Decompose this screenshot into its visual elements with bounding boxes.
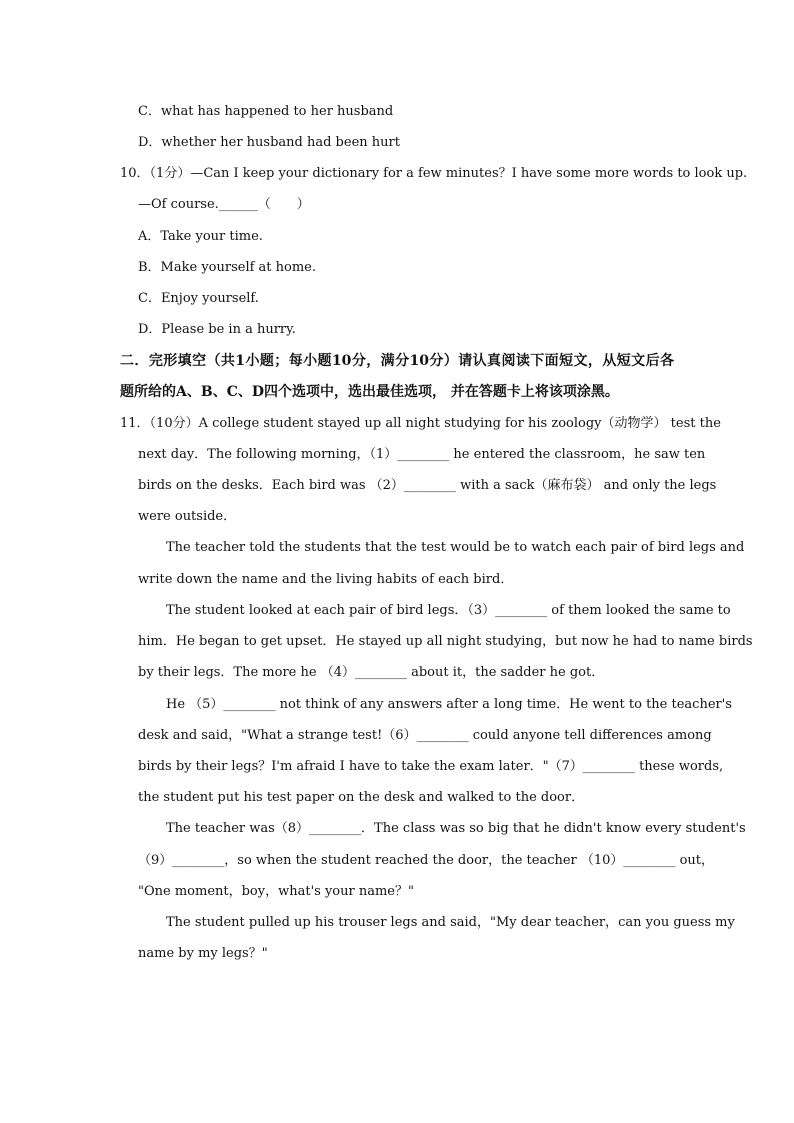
q10-answer-line: —Of course.______（ ） xyxy=(138,197,310,212)
q9-option-d: D．whether her husband had been hurt xyxy=(138,135,400,150)
passage-line: the student put his test paper on the desk and walked to the door． xyxy=(138,790,585,805)
passage-line: next day．The following morning，（1）________ he entered the classroom，he saw ten xyxy=(138,447,706,462)
passage-line: He （5）________ not think of any answers after a long time．He went to the teacher's xyxy=(166,697,732,712)
passage-line: write down the name and the living habits of each bird． xyxy=(138,572,514,587)
q10-option-d: D．Please be in a hurry. xyxy=(138,322,296,337)
passage-line: name by my legs？" xyxy=(138,946,268,961)
q10-option-b: B．Make yourself at home. xyxy=(138,260,317,275)
q10-option-c: C．Enjoy yourself. xyxy=(138,291,259,306)
passage-line: The student looked at each pair of bird legs．（3）________ of them looked the same to xyxy=(166,603,731,618)
q9-option-c: C．what has happened to her husband xyxy=(138,104,394,119)
passage-line: The teacher told the students that the test would be to watch each pair of bird legs and xyxy=(166,540,745,555)
passage-line: birds by their legs？I'm afraid I have to take the exam later．"（7）________ these words, xyxy=(138,759,724,774)
passage-line: birds on the desks．Each bird was （2）________ with a sack（麻布袋） and only the legs xyxy=(138,478,717,493)
passage-line: him．He began to get upset．He stayed up all night studying，but now he had to name birds xyxy=(138,634,753,649)
passage-line: 11．（10分）A college student stayed up all night studying for his zoology（动物学） test the xyxy=(120,416,721,431)
passage-line: desk and said，"What a strange test!（6）________ could anyone tell differences among xyxy=(138,728,712,743)
q10-option-a: A．Take your time. xyxy=(138,229,263,244)
passage-line: by their legs．The more he （4）________ about it，the sadder he got． xyxy=(138,665,605,680)
section-heading-line-1: 二．完形填空（共1小题；每小题10分，满分10分）请认真阅读下面短文，从短文后各 xyxy=(120,353,674,369)
passage-line: （9）________，so when the student reached the door，the teacher （10）________ out， xyxy=(138,853,714,868)
passage-line: "One moment，boy，what's your name？" xyxy=(138,884,414,899)
passage-line: The teacher was（8）________．The class was so big that he didn't know every student's xyxy=(166,821,746,836)
passage-line: were outside． xyxy=(138,509,237,524)
q10-stem: 10．（1分）—Can I keep your dictionary for a few minutes？I have some more words to look up. xyxy=(120,166,748,181)
section-heading-line-2: 题所给的A、B、C、D四个选项中，选出最佳选项， 并在答题卡上将该项涂黑。 xyxy=(120,384,619,400)
passage-line: The student pulled up his trouser legs and said，"My dear teacher，can you guess my xyxy=(166,915,735,930)
